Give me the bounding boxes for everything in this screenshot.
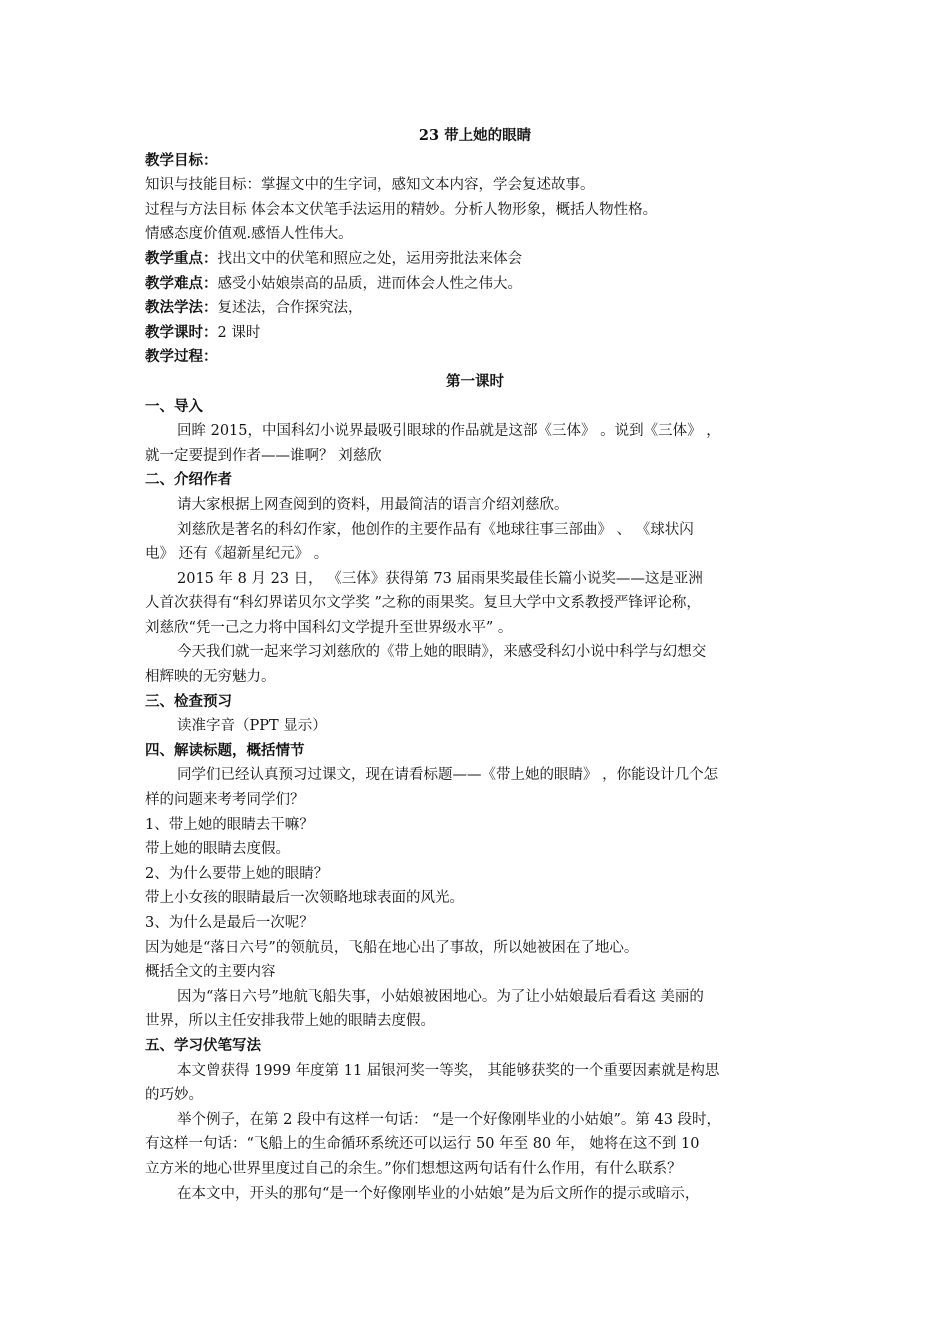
methods-row: [145, 296, 805, 321]
paragraph-line: 请大家根据上网查阅到的资料，用最简洁的语言介绍刘慈欣。: [177, 496, 569, 513]
lesson-plan-body: [145, 124, 805, 1206]
paragraph-line: 因为“落日六号”地航飞船失事，小姑娘被困地心。为了让小姑娘最后看看这 美丽的: [177, 988, 704, 1005]
paragraph-line: 同学们已经认真预习过课文，现在请看标题——《带上她的眼睛》 ，你能设计几个怎: [177, 767, 719, 784]
objectives-label: 教学目标：: [145, 151, 218, 169]
difficulty-label: 教学难点：: [145, 274, 218, 292]
key-point-row: [145, 247, 805, 272]
question-line: 1、带上她的眼睛去干嘛？: [145, 816, 314, 833]
hours-label: 教学课时：: [145, 323, 218, 341]
key-point-label: 教学重点：: [145, 249, 218, 267]
paragraph-line: 立方米的地心世界里度过自己的余生。”你们想想这两句话有什么作用，有什么联系？: [145, 1160, 682, 1177]
paragraph-line: 刘慈欣是著名的科幻作家，他创作的主要作品有《地球往事三部曲》 、 《球状闪: [177, 521, 694, 538]
paragraph-line: 今天我们就一起来学习刘慈欣的《带上她的眼睛》，来感受科幻小说中科学与幻想交: [177, 644, 707, 661]
section-heading: 四、解读标题，概括情节: [145, 741, 305, 759]
paragraph-line: 举个例子，在第 2 段中有这样一句话： “是一个好像刚毕业的小姑娘”。第 43 段时，: [177, 1111, 722, 1128]
paragraph-line: 读准字音（PPT 显示）: [177, 718, 327, 735]
section-heading: 二、介绍作者: [145, 471, 232, 489]
answer-line: 带上小女孩的眼睛最后一次领略地球表面的风光。: [145, 890, 464, 907]
paragraph-line: 有这样一句话：“飞船上的生命循环系统还可以运行 50 年至 80 年， 她将在这不到 10: [145, 1136, 700, 1153]
paragraph-line: 2015 年 8 月 23 日， 《三体》获得第 73 届雨果奖最佳长篇小说奖——这是亚洲: [177, 570, 703, 587]
difficulty-row: [145, 272, 805, 297]
paragraph-line: 世界，所以主任安排我带上她的眼睛去度假。: [145, 1013, 435, 1030]
key-point-text: 找出文中的伏笔和照应之处，运用旁批法来体会: [217, 250, 522, 267]
paragraph-line: 回眸 2015，中国科幻小说界最吸引眼球的作品就是这部《三体》 。说到《三体》 ，: [177, 423, 721, 440]
section-heading: 一、导入: [145, 397, 203, 415]
answer-line: 带上她的眼睛去度假。: [145, 841, 290, 858]
lesson-title: 第一课时: [446, 372, 504, 390]
objective-process: 过程与方法目标 体会本文伏笔手法运用的精妙。分析人物形象，概括人物性格。: [145, 201, 658, 218]
answer-line: 因为她是“落日六号”的领航员，飞船在地心出了事故，所以她被困在了地心。: [145, 939, 639, 956]
objective-knowledge: 知识与技能目标：掌握文中的生字词，感知文本内容，学会复述故事。: [145, 177, 595, 194]
paragraph-line: 电》 还有《超新星纪元》 。: [145, 546, 329, 563]
paragraph-line: 本文曾获得 1999 年度第 11 届银河奖一等奖， 其能够获奖的一个重要因素就是构思: [177, 1062, 720, 1079]
paragraph-line: 刘慈欣“凭一己之力将中国科幻文学提升至世界级水平” 。: [145, 619, 513, 636]
question-line: 3、为什么是最后一次呢？: [145, 915, 314, 931]
objective-emotion: 情感态度价值观.感悟人性伟大。: [145, 226, 353, 243]
summary-label: 概括全文的主要内容: [145, 964, 276, 981]
paragraph-line: 在本文中，开头的那句“是一个好像刚毕业的小姑娘”是为后文所作的提示或暗示，: [177, 1185, 700, 1202]
hours-row: [145, 321, 805, 346]
methods-label: 教法学法：: [145, 299, 218, 317]
hours-text: 2 课时: [217, 324, 261, 341]
paragraph-line: 的巧妙。: [145, 1087, 203, 1104]
section-heading: 三、检查预习: [145, 692, 232, 710]
paragraph-line: 就一定要提到作者——谁啊？ 刘慈欣: [145, 447, 382, 464]
methods-text: 复述法，合作探究法，: [217, 300, 363, 317]
paragraph-line: 样的问题来考考同学们？: [145, 792, 305, 809]
paragraph-line: 人首次获得有“科幻界诺贝尔文学奖 ”之称的雨果奖。复旦大学中文系教授严锋评论称，: [145, 595, 701, 612]
document-title: 23 带上她的眼睛: [418, 127, 532, 144]
paragraph-line: 相辉映的无穷魅力。: [145, 669, 276, 686]
difficulty-text: 感受小姑娘崇高的品质，进而体会人性之伟大。: [217, 275, 522, 292]
question-line: 2、为什么要带上她的眼睛？: [145, 865, 329, 882]
process-label: 教学过程：: [145, 348, 218, 366]
section-heading: 五、学习伏笔写法: [145, 1036, 261, 1054]
